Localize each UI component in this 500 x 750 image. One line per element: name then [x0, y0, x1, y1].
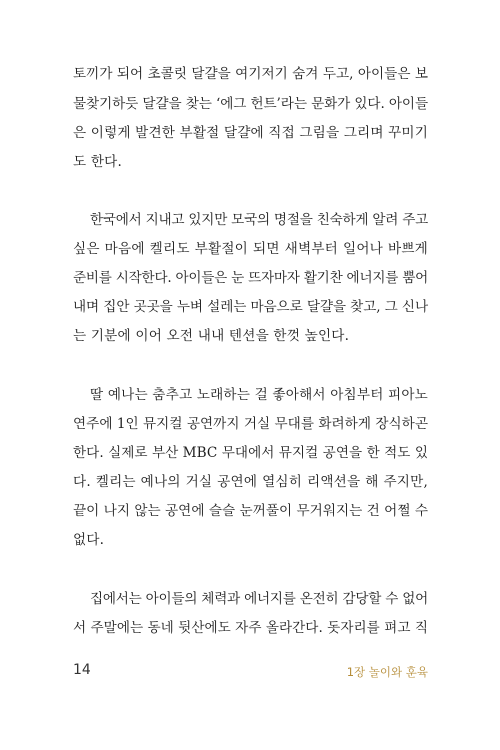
text-line: 한다. 실제로 부산 MBC 무대에서 뮤지컬 공연을 한 적도 있: [73, 445, 428, 461]
text-line: 없다.: [73, 532, 105, 548]
text-line: 토끼가 되어 초콜릿 달걀을 여기저기 숨겨 두고, 아이들은 보: [73, 66, 428, 82]
text-line: 은 이렇게 발견한 부활절 달걀에 직접 그림을 그리며 꾸미기: [73, 125, 428, 141]
text-line: 는 기분에 이어 오전 내내 텐션을 한껏 높인다.: [73, 328, 350, 344]
text-line: 도 한다.: [73, 154, 123, 170]
text-line: 끝이 나지 않는 공연에 슬슬 눈꺼풀이 무거워지는 건 어쩔 수: [73, 503, 428, 519]
text-line: 물찾기하듯 달걀을 찾는 ‘에그 헌트’라는 문화가 있다. 아이들: [73, 96, 428, 112]
text-line: 집에서는 아이들의 체력과 에너지를 온전히 감당할 수 없어: [90, 591, 428, 607]
text-line: 연주에 1인 뮤지컬 공연까지 거실 무대를 화려하게 장식하곤: [73, 416, 428, 432]
text-line: 서 주말에는 동네 뒷산에도 자주 올라간다. 돗자리를 펴고 직: [73, 620, 428, 636]
text-line: 다. 켈리는 예나의 거실 공연에 열심히 리액션을 해 주지만,: [73, 474, 428, 490]
page-number: 14: [73, 662, 91, 678]
text-line: 딸 예나는 춤추고 노래하는 걸 좋아해서 아침부터 피아노: [90, 387, 428, 403]
text-line: 준비를 시작한다. 아이들은 눈 뜨자마자 활기찬 에너지를 뿜어: [73, 270, 428, 286]
text-line: 한국에서 지내고 있지만 모국의 명절을 친숙하게 알려 주고: [90, 212, 428, 228]
text-line: 싶은 마음에 켈리도 부활절이 되면 새벽부터 일어나 바쁘게: [73, 241, 428, 257]
chapter-running-head: 1장 놀이와 훈육: [346, 665, 428, 679]
text-line: 내며 집안 곳곳을 누벼 설레는 마음으로 달걀을 찾고, 그 신나: [73, 299, 428, 315]
